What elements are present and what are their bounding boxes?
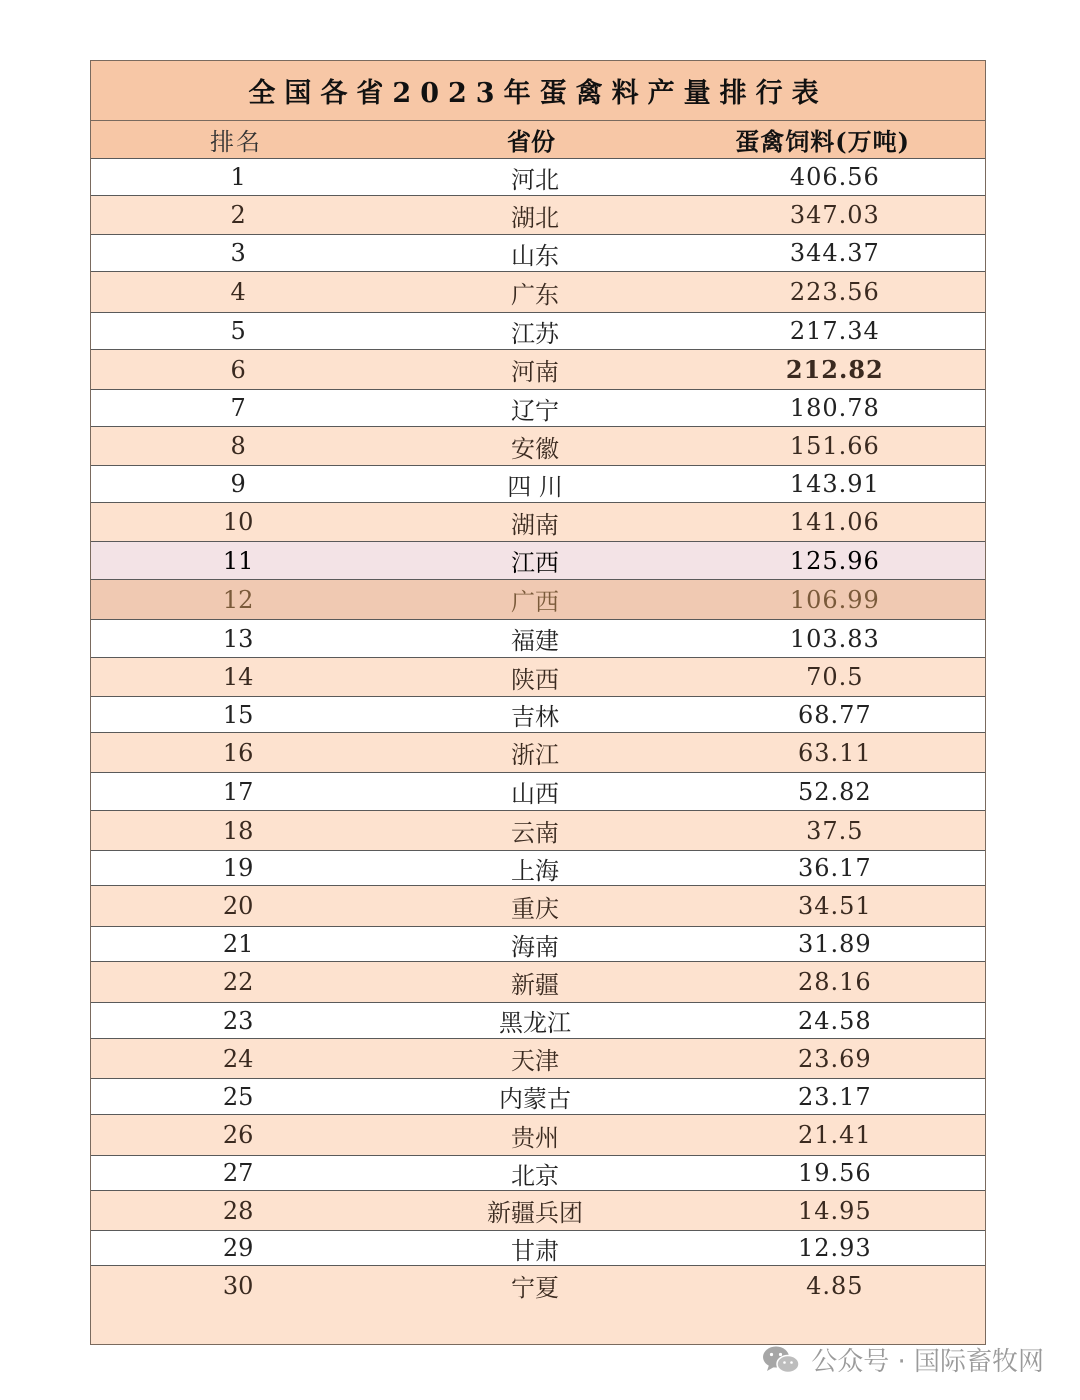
value-cell: 141.06 xyxy=(789,508,880,536)
province-cell: 海南 xyxy=(511,932,559,961)
value-cell: 52.82 xyxy=(797,777,872,806)
province-cell: 广西 xyxy=(511,588,559,616)
table-row xyxy=(91,159,985,196)
value-cell: 180.78 xyxy=(789,394,880,422)
value-cell: 19.56 xyxy=(797,1159,872,1187)
table-row xyxy=(91,927,985,962)
table-row xyxy=(91,503,985,542)
table-row xyxy=(91,542,985,580)
table-row xyxy=(91,697,985,733)
table-row xyxy=(91,1039,985,1079)
rank-cell: 15 xyxy=(222,700,254,729)
header-value: 蛋禽饲料(万吨) xyxy=(735,127,910,156)
table-row xyxy=(91,1003,985,1039)
value-cell: 37.5 xyxy=(806,816,864,845)
value-cell: 344.37 xyxy=(789,239,880,267)
province-cell: 湖北 xyxy=(511,203,559,232)
table-row xyxy=(91,851,985,886)
rank-cell: 1 xyxy=(230,163,246,191)
rank-cell: 29 xyxy=(222,1234,254,1262)
rank-cell: 19 xyxy=(222,854,254,882)
province-cell: 山西 xyxy=(511,780,559,808)
table-row xyxy=(91,196,985,235)
rank-cell: 9 xyxy=(230,470,246,498)
value-cell: 68.77 xyxy=(797,700,872,729)
table-body xyxy=(91,159,985,1305)
value-cell: 23.17 xyxy=(797,1082,872,1111)
province-cell: 湖南 xyxy=(511,510,559,539)
watermark xyxy=(761,1341,1044,1378)
value-cell: 70.5 xyxy=(806,663,864,691)
rank-cell: 17 xyxy=(222,777,254,806)
table-row xyxy=(91,272,985,313)
value-cell: 406.56 xyxy=(789,163,880,191)
table-row xyxy=(91,313,985,350)
table-row xyxy=(91,350,985,390)
header-province: 省份 xyxy=(507,127,555,156)
table-row xyxy=(91,773,985,811)
table-row xyxy=(91,580,985,620)
province-cell: 陕西 xyxy=(511,665,559,694)
table-row xyxy=(91,811,985,851)
rank-cell: 5 xyxy=(230,317,246,345)
province-cell: 贵州 xyxy=(511,1123,559,1152)
rank-cell: 2 xyxy=(230,201,246,229)
province-cell: 新疆 xyxy=(511,970,559,999)
province-cell: 福建 xyxy=(511,627,559,655)
province-cell: 天津 xyxy=(511,1047,559,1075)
wechat-icon xyxy=(761,1344,801,1376)
rank-cell: 28 xyxy=(222,1196,254,1225)
rank-cell: 12 xyxy=(222,585,254,614)
value-cell: 103.83 xyxy=(789,624,880,653)
province-cell: 内蒙古 xyxy=(499,1085,571,1113)
rank-cell: 8 xyxy=(230,432,246,460)
province-cell: 辽宁 xyxy=(511,396,559,425)
province-cell: 河南 xyxy=(511,358,559,386)
value-cell: 223.56 xyxy=(789,278,880,306)
ranking-table xyxy=(90,60,986,1345)
province-cell: 宁夏 xyxy=(511,1274,559,1302)
rank-cell: 18 xyxy=(222,816,254,845)
rank-cell: 3 xyxy=(230,239,246,267)
value-cell: 21.41 xyxy=(797,1121,872,1149)
value-cell: 24.58 xyxy=(797,1006,872,1035)
province-cell: 重庆 xyxy=(511,894,559,923)
table-row xyxy=(91,427,985,466)
table-row xyxy=(91,235,985,272)
province-cell: 安徽 xyxy=(511,434,559,463)
rank-cell: 26 xyxy=(222,1121,254,1149)
header-rank: 排名 xyxy=(210,128,262,156)
province-cell: 江西 xyxy=(511,549,559,577)
province-cell: 浙江 xyxy=(511,741,559,769)
value-cell: 34.51 xyxy=(797,892,872,920)
value-cell: 31.89 xyxy=(797,930,872,958)
rank-cell: 24 xyxy=(222,1044,254,1073)
rank-cell: 10 xyxy=(222,508,254,536)
table-row xyxy=(91,962,985,1003)
rank-cell: 27 xyxy=(222,1159,254,1187)
value-cell: 151.66 xyxy=(789,432,880,460)
province-cell: 四 川 xyxy=(507,472,563,501)
value-cell: 217.34 xyxy=(789,317,880,345)
province-cell: 广东 xyxy=(511,280,559,309)
empty-row xyxy=(91,1305,985,1344)
watermark-text: 公众号 · 国际畜牧网 xyxy=(811,1347,1044,1377)
rank-cell: 30 xyxy=(222,1271,254,1300)
table-row xyxy=(91,466,985,503)
value-cell: 125.96 xyxy=(789,546,880,575)
province-cell: 黑龙江 xyxy=(499,1009,571,1037)
rank-cell: 4 xyxy=(230,278,246,306)
rank-cell: 25 xyxy=(222,1082,254,1111)
province-cell: 新疆兵团 xyxy=(487,1199,583,1227)
value-cell: 106.99 xyxy=(789,585,880,614)
province-cell: 河北 xyxy=(511,165,559,194)
table-row xyxy=(91,1115,985,1156)
province-cell: 江苏 xyxy=(511,319,559,348)
province-cell: 云南 xyxy=(511,819,559,847)
table-title: 全国各省2023年蛋禽料产量排行表 xyxy=(91,61,985,121)
value-cell: 14.95 xyxy=(797,1196,872,1225)
value-cell: 28.16 xyxy=(797,968,872,996)
province-cell: 吉林 xyxy=(511,703,559,731)
value-cell: 12.93 xyxy=(797,1234,872,1262)
table-row xyxy=(91,1191,985,1231)
table-row xyxy=(91,886,985,927)
table-row xyxy=(91,658,985,697)
rank-cell: 20 xyxy=(222,892,254,920)
value-cell: 36.17 xyxy=(797,854,872,882)
rank-cell: 6 xyxy=(230,355,246,384)
province-cell: 甘肃 xyxy=(511,1236,559,1265)
rank-cell: 23 xyxy=(222,1006,254,1035)
value-cell: 143.91 xyxy=(789,470,880,498)
table-row xyxy=(91,390,985,427)
table-row xyxy=(91,1079,985,1115)
rank-cell: 7 xyxy=(230,394,246,422)
table-row xyxy=(91,733,985,773)
rank-cell: 21 xyxy=(222,930,254,958)
rank-cell: 11 xyxy=(222,546,254,575)
value-cell: 63.11 xyxy=(797,738,872,767)
table-row xyxy=(91,1156,985,1191)
rank-cell: 14 xyxy=(222,663,254,691)
value-cell: 23.69 xyxy=(797,1044,872,1073)
province-cell: 北京 xyxy=(511,1161,559,1190)
table-row xyxy=(91,1231,985,1266)
table-row xyxy=(91,1266,985,1305)
province-cell: 山东 xyxy=(511,241,559,270)
value-cell: 212.82 xyxy=(785,355,884,384)
value-cell: 4.85 xyxy=(806,1271,864,1300)
value-cell: 347.03 xyxy=(789,201,880,229)
table-header-row xyxy=(91,121,985,159)
table-row xyxy=(91,620,985,658)
province-cell: 上海 xyxy=(511,856,559,885)
rank-cell: 16 xyxy=(222,738,254,767)
rank-cell: 22 xyxy=(222,968,254,996)
rank-cell: 13 xyxy=(222,624,254,653)
